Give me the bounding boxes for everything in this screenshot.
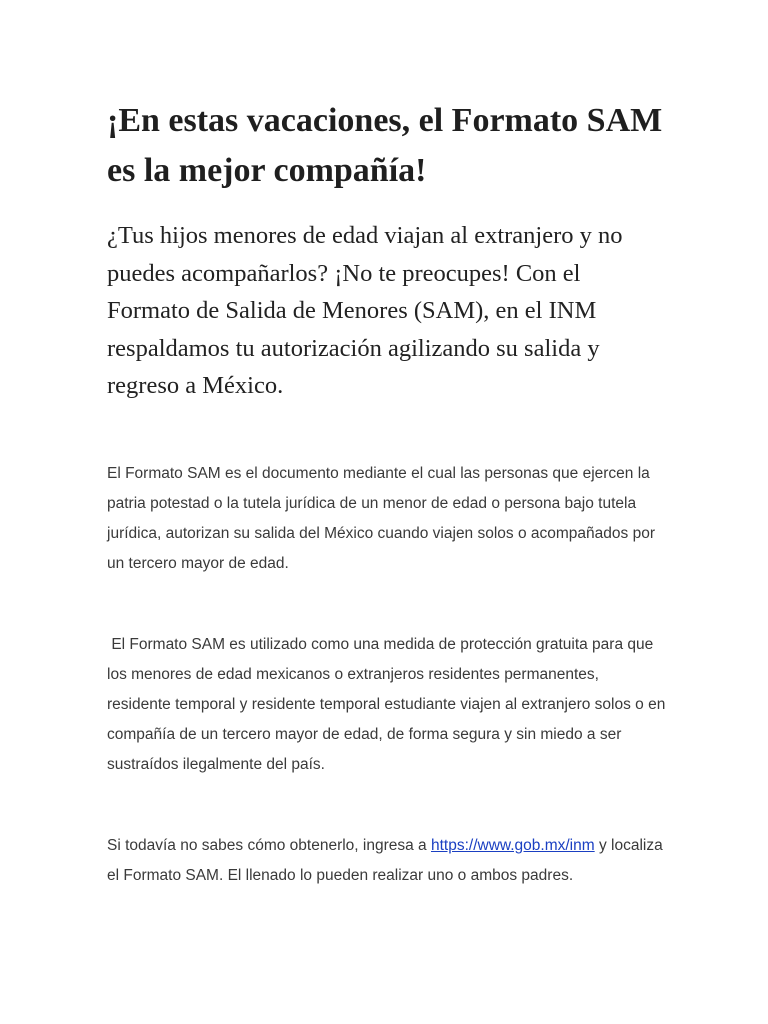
document-page [107, 96, 670, 891]
inm-website-link[interactable]: https://www.gob.mx/inm [430, 836, 595, 854]
paragraph-3 [107, 831, 667, 891]
paragraph-3-text-after: y localiza el Formato SAM. El llenado lo pueden realizar uno o ambos padres. [107, 836, 668, 884]
article-lead: ¿Tus hijos menores de edad viajan al extranjero y no puedes acompañarlos? ¡No te preocupes! Con el Formato de Salida de Menores (SAM), en el INM respaldamos tu autorización agilizando su salida y regreso a México. [107, 222, 623, 399]
paragraph-1: El Formato SAM es el documento mediante el cual las personas que ejercen la patria potestad o la tutela jurídica de un menor de edad o persona bajo tutela jurídica, autorizan su salida del México cuando viajen solos o acompañados por un tercero mayor de edad. [107, 464, 655, 572]
paragraph-2: El Formato SAM es utilizado como una medida de protección gratuita para que los menores de edad mexicanos o extranjeros residentes permanentes, residente temporal y residente temporal estudiante viajen al extranjero solos o en compañía de un tercero mayor de edad, de forma segura y sin miedo a ser sustraídos ilegalmente del país. [107, 635, 670, 773]
paragraph-3-text-before: Si todavía no sabes cómo obtenerlo, ingresa a [107, 836, 431, 854]
article-title: ¡En estas vacaciones, el Formato SAM es la mejor compañía! [107, 102, 663, 189]
